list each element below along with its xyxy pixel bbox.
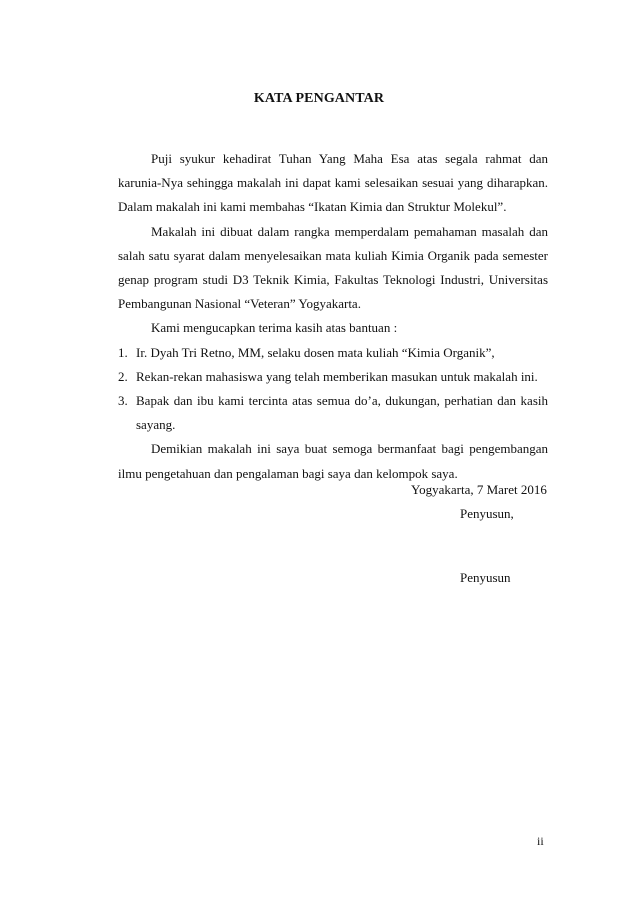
signature-name: Penyusun bbox=[460, 570, 511, 585]
body-text bbox=[118, 147, 548, 486]
list-item bbox=[118, 389, 548, 437]
signature-role: Penyusun, bbox=[460, 506, 514, 521]
paragraph-intro: Puji syukur kehadirat Tuhan Yang Maha Esa atas segala rahmat dan karunia-Nya sehingga makalah ini dapat kami selesaikan sesuai yang diharapkan. Dalam makalah ini kami membahas “Ikatan Kimia dan Struktur Molekul”. bbox=[118, 151, 548, 215]
list-item bbox=[118, 365, 548, 389]
list-item-number: 2. bbox=[118, 368, 128, 384]
list-item-number: 1. bbox=[118, 344, 128, 360]
list-item-number: 3. bbox=[118, 393, 128, 409]
list-item-text: Ir. Dyah Tri Retno, MM, selaku dosen mata kuliah “Kimia Organik”, bbox=[136, 344, 495, 360]
signature-place-date: Yogyakarta, 7 Maret 2016 bbox=[411, 482, 547, 497]
thanks-intro: Kami mengucapkan terima kasih atas bantuan : bbox=[151, 320, 398, 336]
page-title: KATA PENGANTAR bbox=[253, 91, 385, 106]
list-item-text: Bapak dan ibu kami tercinta atas semua do’a, dukungan, perhatian dan kasih sayang. bbox=[136, 393, 548, 433]
paragraph-purpose: Makalah ini dibuat dalam rangka memperdalam pemahaman masalah dan salah satu syarat dalam menyelesaikan mata kuliah Kimia Organik pada semester genap program studi D3 Teknik Kimia, Fakultas Teknologi Industri, Universitas Pembangunan Nasional “Veteran” Yogyakarta. bbox=[118, 223, 548, 312]
page-number: ii bbox=[537, 834, 544, 848]
list-item-text: Rekan-rekan mahasiswa yang telah memberikan masukan untuk makalah ini. bbox=[136, 368, 538, 384]
thanks-list bbox=[118, 341, 548, 438]
paragraph-closing: Demikian makalah ini saya buat semoga bermanfaat bagi pengembangan ilmu pengetahuan dan pengalaman bagi saya dan kelompok saya. bbox=[118, 441, 548, 481]
list-item bbox=[118, 341, 548, 365]
